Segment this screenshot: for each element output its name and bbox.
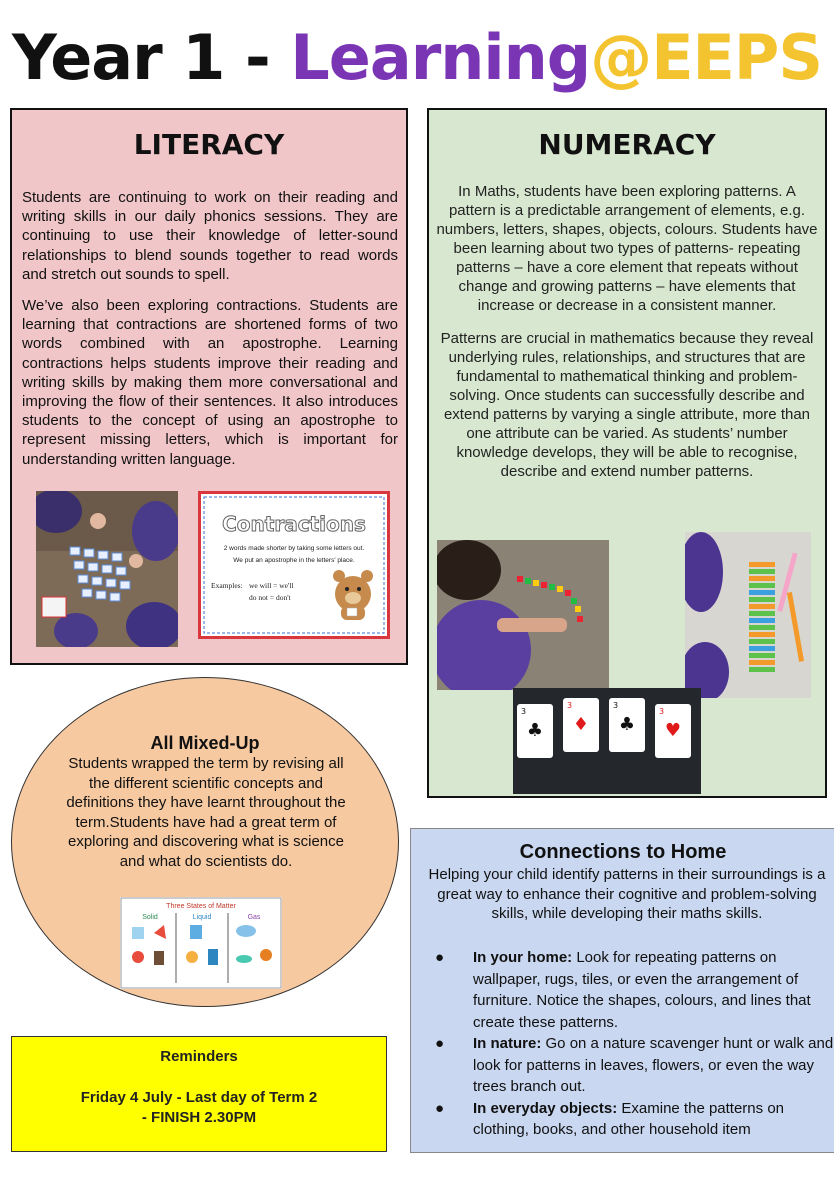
connections-title: Connections to Home (519, 841, 727, 863)
poster-example-2: do not = don't (249, 593, 291, 602)
title-school: @EEPS (590, 21, 822, 94)
numeracy-panel (427, 108, 827, 798)
numeracy-photo-blocks (437, 540, 609, 690)
bullet-icon: ● (435, 1035, 445, 1052)
list-item-label: In your home: (473, 949, 573, 966)
contractions-poster (198, 491, 390, 639)
reminders-title: Reminders (160, 1048, 238, 1065)
svg-text:♦: ♦ (572, 714, 590, 735)
poster-gas-label: Gas (247, 914, 261, 921)
poster-example-1: we will = we'll (249, 581, 294, 590)
poster-solid-label: Solid (142, 914, 158, 921)
poster-title: Contractions (222, 512, 366, 536)
list-item-label: In nature: (473, 1035, 542, 1052)
list-item-text: Look for repeating patterns on wallpaper, rugs, tiles, or even the arrangement of furniture. Notice the shapes, colours, and lines that create these patterns. (473, 949, 811, 1031)
card-4-value: 3 (659, 707, 665, 716)
card-3-value: 3 (613, 701, 619, 710)
list-item-text: Examine the patterns on clothing, books, and other household item (473, 1099, 784, 1138)
bullet-icon: ● (435, 1099, 445, 1117)
poster-matter-title: Three States of Matter (166, 903, 236, 910)
science-circle (11, 677, 399, 1007)
list-item-text: Go on a nature scavenger hunt or walk and look for patterns in leaves, flowers, or even the way trees branch out. (473, 1035, 834, 1095)
reminders-line-2: - FINISH 2.30PM (141, 1109, 257, 1126)
literacy-photo-students (36, 491, 178, 647)
poster-liquid-label: Liquid (192, 914, 212, 921)
science-body: Students wrapped the term by revising all the different scientific concepts and definitions they have learnt throughout the term.Students have had a great term of exploring and discovering what is science and what do scientists do. (66, 755, 346, 870)
list-item (431, 1033, 834, 1098)
poster-examples-label: Examples: (211, 581, 243, 590)
students-card-game-image (36, 491, 178, 647)
list-item (431, 947, 834, 1033)
svg-text:♣: ♣ (526, 720, 544, 741)
list-item-label: In everyday objects: (473, 1099, 618, 1117)
child-block-pattern-image (437, 540, 609, 690)
numeracy-body (435, 182, 819, 495)
literacy-panel (10, 108, 408, 665)
list-item (431, 1098, 834, 1141)
numeracy-paragraph-2: Patterns are crucial in mathematics because they reveal underlying rules, relationships, and structures that are fundamental to mathematical thinking and problem-solving. Once students can successfully describe and extend patterns by varying a single attribute, more than one attribute can be varied. As students’ number knowledge develops, they will be able to recognise, describe and extend number patterns. (440, 330, 814, 480)
playing-cards-pattern-image (513, 688, 701, 794)
card-2-value: 3 (567, 701, 573, 710)
reminders-panel (11, 1036, 387, 1152)
literacy-paragraph-2: We’ve also been exploring contractions. Students are learning that contractions are shortened forms of two words combined with an apostrophe. Learning contractions helps students improve their reading and writing skills by making them more conversational and improving the flow of their sentences. It also introduces students to the concept of using an apostrophe to represent missing letters, which is important for understanding written language. (22, 297, 398, 468)
connections-intro: Helping your child identify patterns in their surroundings is a great way to enhance their cognitive and problem-solving skills, while developing their maths skills. (428, 866, 826, 922)
states-of-matter-poster (120, 897, 282, 989)
literacy-heading: LITERACY (133, 128, 285, 161)
numeracy-photo-cards (513, 688, 701, 794)
connections-list (431, 947, 834, 1141)
science-title: All Mixed-Up (150, 733, 260, 753)
numeracy-photo-sticks (685, 532, 811, 698)
connections-panel (410, 828, 834, 1153)
poster-line-2: We put an apostrophe in the letters' place. (233, 557, 355, 564)
numeracy-heading: NUMERACY (538, 128, 716, 161)
page-title (0, 18, 834, 98)
reminders-line-1: Friday 4 July - Last day of Term 2 (80, 1089, 318, 1106)
states-of-matter-art (120, 897, 282, 989)
numeracy-paragraph-1: In Maths, students have been exploring patterns. A pattern is a predictable arrangement of elements, e.g. numbers, letters, shapes, objects, colours. Students have been learning about two types of patterns- repeating patterns – have a core element that repeats without change and growing patterns – have elements that increase or decrease in a consistent manner. (436, 183, 818, 314)
contractions-poster-art (201, 494, 387, 636)
title-learning: Learning (290, 21, 591, 94)
svg-text:♣: ♣ (618, 714, 636, 735)
literacy-paragraph-1: Students are continuing to work on their reading and writing skills in our daily phonics sessions. They are continuing to use their knowledge of letter-sound relationships to blend sounds together to read words and stretch out sounds to spell. (22, 189, 398, 283)
title-year: Year 1 - (12, 21, 291, 94)
svg-text:♥: ♥ (664, 720, 682, 741)
card-1-value: 3 (521, 707, 527, 716)
bullet-icon: ● (435, 949, 445, 966)
literacy-body (22, 188, 398, 481)
pop-stick-pattern-image (685, 532, 811, 698)
poster-line-1: 2 words made shorter by taking some letters out. (223, 545, 365, 552)
